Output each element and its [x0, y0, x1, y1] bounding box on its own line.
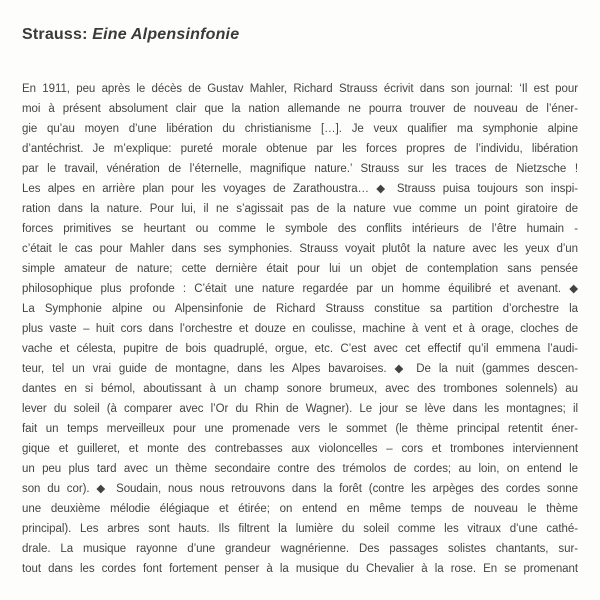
text-line: d’antéchrist. Je m’explique: pureté morale obtenue par les forces propres de l’individu, libération [22, 143, 578, 155]
text-line: simple amateur de nature; cette dernière était pour lui un objet de contemplation sans pensée [22, 263, 578, 275]
text-line: gie qu’au moyen d’une libération du christianisme […]. Je veux qualifier ma symphonie alpine [22, 123, 578, 135]
text-line: son du cor). ◆ Soudain, nous nous retrouvons dans la forêt (contre les arpèges des cordes sonne [22, 483, 578, 495]
text-line: La Symphonie alpine ou Alpensinfonie de Richard Strauss constitue sa partition d’orchestre la [22, 303, 578, 315]
article-body [22, 79, 578, 579]
text-line: gique et guilleret, et monte des contrebasses aux violoncelles – cors et trombones interviennent [22, 443, 578, 455]
text-line: principal). Les arbres sont hauts. Ils filtrent la lumière du soleil comme les vitraux d’une cathé- [22, 523, 578, 535]
title-work: Eine Alpensinfonie [92, 26, 240, 43]
text-line: dantes en si bémol, aboutissant à un champ sonore brumeux, avec des trombones solennels) au [22, 383, 578, 395]
page-title [22, 25, 578, 45]
text-line: fait un temps merveilleux pour une promenade vers le sommet (le thème principal retentit éner- [22, 423, 578, 435]
title-composer: Strauss: [22, 26, 88, 43]
text-line: plus vaste – huit cors dans l’orchestre et douze en coulisse, machine à vent et à orage, cloches de [22, 323, 578, 335]
text-line: drale. La musique rayonne d’une grandeur wagnérienne. Des passages solistes chantants, sur- [22, 543, 578, 555]
text-line: teur, tel un vrai guide de montagne, dans les Alpes bavaroises. ◆ De la nuit (gammes descen- [22, 363, 578, 375]
text-line: un peu plus tard avec un thème secondaire contre des trémolos de cordes; au loin, on entend le [22, 463, 578, 475]
text-line: moi à présent absolument clair que la nation allemande ne pourra trouver de nouveau de l’éner- [22, 103, 578, 115]
text-line: forces primitives se heurtant ou comme le symbole des conflits intérieurs de l’être humain - [22, 223, 578, 235]
text-line: ration dans la nature. Pour lui, il ne s’agissait pas de la nature vue comme un point giratoire de [22, 203, 578, 215]
text-line: une deuxième mélodie élégiaque et étirée; on entend en même temps de nouveau le thème [22, 503, 578, 515]
text-line: vache et célesta, pupitre de bois quadruplé, orgue, etc. C’est avec cet effectif qu’il emmena l’audi- [22, 343, 578, 355]
text-line: c’était le cas pour Mahler dans ses symphonies. Strauss voyait plutôt la nature avec les yeux d’un [22, 243, 578, 255]
text-line: lever du soleil (à comparer avec l’Or du Rhin de Wagner). Le jour se lève dans les montagnes; il [22, 403, 578, 415]
text-line: Les alpes en arrière plan pour les voyages de Zarathoustra… ◆ Strauss puisa toujours son inspi- [22, 183, 578, 195]
text-line: tout dans les cordes font fortement penser à la musique du Chevalier à la rose. En se promenant [22, 563, 578, 575]
text-line: En 1911, peu après le décès de Gustav Mahler, Richard Strauss écrivit dans son journal: ‘Il est pour [22, 83, 578, 95]
text-line: par le travail, vénération de l’éternelle, magnifique nature.’ Strauss sur les traces de Nietzsche ! [22, 163, 578, 175]
text-line: philosophique plus profonde : C’était une nature regardée par un homme équilibré et avenant. ◆ [22, 283, 578, 295]
